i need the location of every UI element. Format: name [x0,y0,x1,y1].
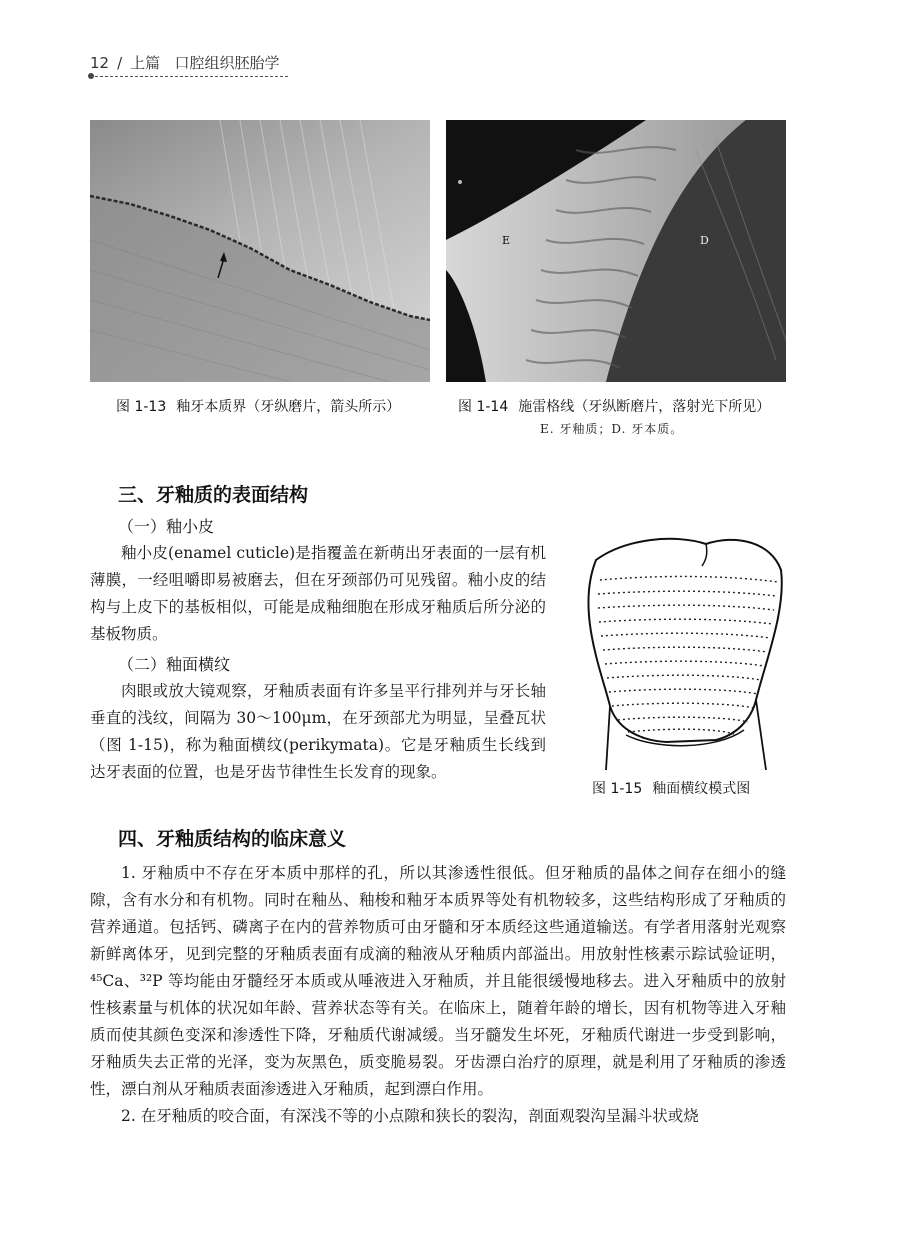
clinical-significance-paragraph-2: 2. 在牙釉质的咬合面，有深浅不等的小点隙和狭长的裂沟，剖面观裂沟呈漏斗状或烧 [121,1107,699,1125]
page-number: 12 [90,54,110,72]
figure-1-15-image [566,530,788,770]
enamel-cuticle-paragraph [90,540,546,648]
figure-1-14-number: 图 1-14 [458,399,509,415]
subsection-enamel-cuticle-heading: （一）釉小皮 [118,517,215,536]
figure-1-14-caption-text: 施雷格线（牙纵断磨片，落射光下所见） [518,399,771,415]
section-4-heading: 四、牙釉质结构的临床意义 [118,828,347,850]
running-header [90,52,280,73]
figure-1-14-image [446,120,786,382]
perikymata-paragraph [90,678,546,786]
section-4-body [90,860,786,1130]
figure-1-14-sub-caption: E. 牙釉质；D. 牙本质。 [540,422,684,436]
enamel-cuticle-text: 釉小皮(enamel cuticle)是指覆盖在新萌出牙表面的一层有机薄膜，一经咀嚼即易被磨去，但在牙颈部仍可见残留。釉小皮的结构与上皮下的基板相似，可能是成釉细胞在形成牙釉质后所分泌的基板物质。 [90,544,546,643]
perikymata-text: 肉眼或放大镜观察，牙釉质表面有许多呈平行排列并与牙长轴垂直的浅纹，间隔为 30～100μm，在牙颈部尤为明显，呈叠瓦状（图 1-15)，称为釉面横纹(perikymata)。它是牙釉质生长线到达牙表面的位置，也是牙齿节律性生长发育的现象。 [90,682,546,781]
header-book-title: 口腔组织胚胎学 [174,54,280,72]
figure-1-15-caption [592,778,750,798]
figure-1-14-label-e: E [502,234,511,247]
figure-1-15-number: 图 1-15 [592,781,643,797]
header-rule [90,76,288,77]
section-3-heading: 三、牙釉质的表面结构 [118,484,309,506]
figure-1-14-label-d: D [700,234,709,247]
clinical-significance-paragraph-1: 1. 牙釉质中不存在牙本质中那样的孔，所以其渗透性很低。但牙釉质的晶体之间存在细小的缝隙，含有水分和有机物。同时在釉丛、釉梭和釉牙本质界等处有机物较多，这些结构形成了牙釉质的营养通道。包括钙、磷离子在内的营养物质可由牙髓和牙本质经这些通道输送。有学者用落射光观察新鲜离体牙，见到完整的牙釉质表面有成滴的釉液从牙釉质内部溢出。用放射性核素示踪试验证明，⁴⁵Ca、³²P 等均能由牙髓经牙本质或从唾液进入牙釉质，并且能很缓慢地移去。进入牙釉质中的放射性核素量与机体的状况如年龄、营养状态等有关。在临床上，随着年龄的增长，因有机物等进入牙釉质而使其颜色变深和渗透性下降，牙釉质代谢减缓。当牙髓发生坏死，牙釉质代谢进一步受到影响，牙釉质失去正常的光泽，变为灰黑色，质变脆易裂。牙齿漂白治疗的原理，就是利用了牙釉质的渗透性，漂白剂从牙釉质表面渗透进入牙釉质，起到漂白作用。 [90,864,786,1098]
figure-1-13-caption [116,396,400,416]
header-separator: / [117,54,123,72]
figure-1-13-image [90,120,430,382]
figure-1-14-caption [458,396,770,416]
figure-1-15-caption-text: 釉面横纹模式图 [652,781,751,797]
header-part: 上篇 [130,54,161,72]
figure-1-13-number: 图 1-13 [116,399,167,415]
subsection-perikymata-heading: （二）釉面横纹 [118,655,231,674]
figure-1-13-caption-text: 釉牙本质界（牙纵磨片，箭头所示） [176,399,401,415]
